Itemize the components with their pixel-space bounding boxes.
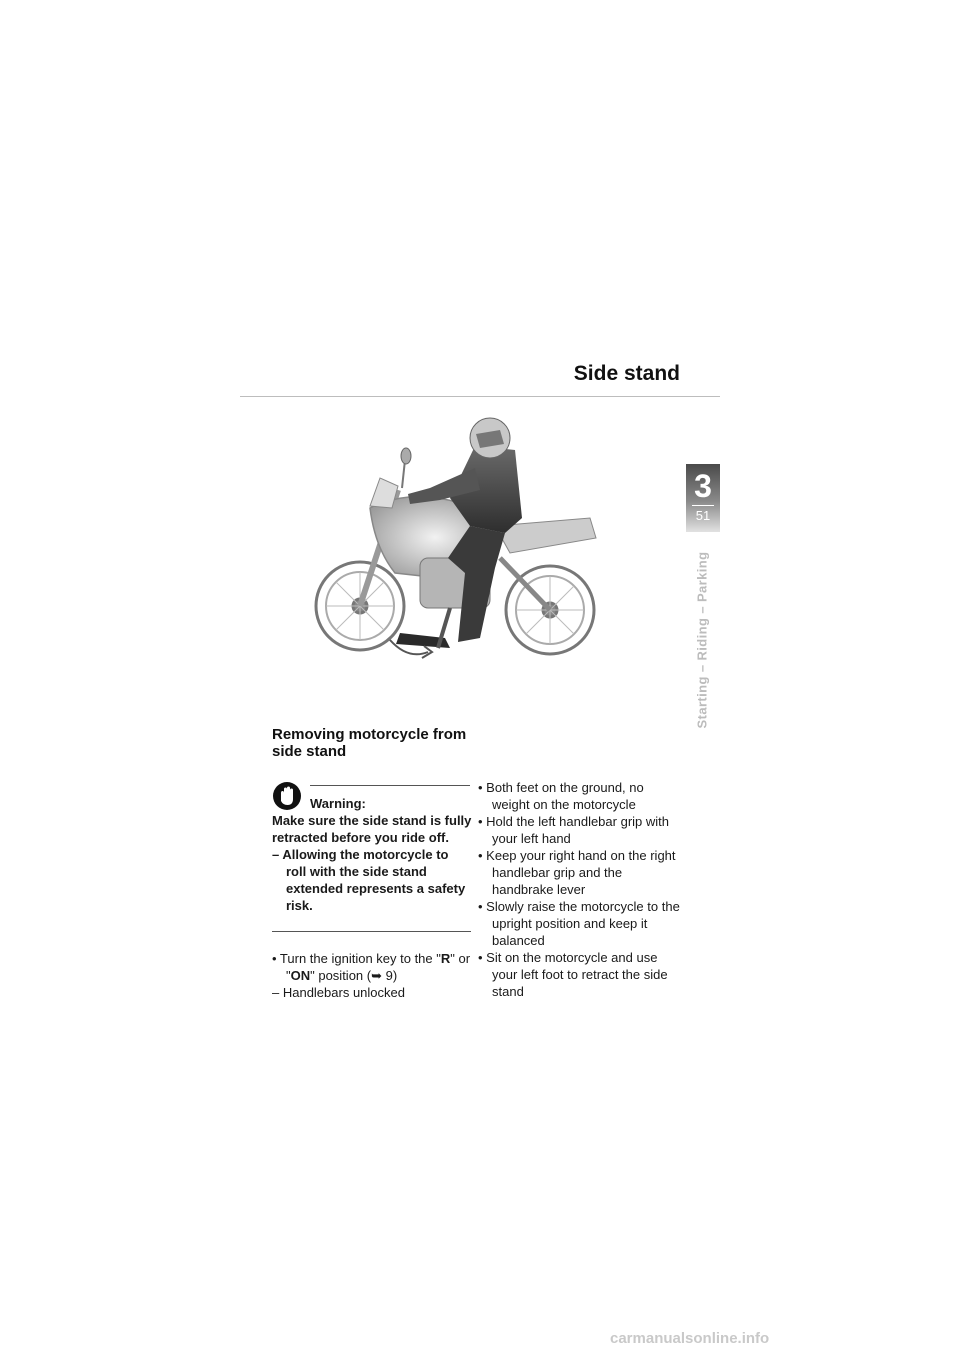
list-item: • Sit on the motorcycle and use your left foot to retract the side stand (478, 950, 668, 999)
warning-text: Make sure the side stand is fully retracted before you ride off. (272, 813, 472, 845)
list-item: • Both feet on the ground, no weight on the motorcycle (478, 780, 644, 812)
page-number: 51 (695, 508, 711, 523)
motorcycle-illustration (300, 408, 620, 670)
warning-top-rule (310, 785, 470, 786)
list-item: • Slowly raise the motorcycle to the upright position and keep it balanced (478, 899, 680, 948)
list-item: • Keep your right hand on the right handlebar grip and the handbrake lever (478, 848, 676, 897)
page-title: Side stand (573, 362, 680, 385)
warning-dash-text: – Allowing the motorcycle to roll with the side stand extended represents a safety risk. (272, 847, 466, 913)
list-item: • Hold the left handlebar grip with your left hand (478, 814, 669, 846)
steps-right-column (478, 779, 683, 1000)
header-rule (240, 396, 720, 397)
chapter-side-label: Starting – Riding – Parking (694, 551, 710, 729)
steps-left-column (272, 950, 472, 1001)
list-item: • Turn the ignition key to the "R" or "ON" position (➥ 9) (272, 951, 471, 983)
section-heading: Removing motorcycle from side stand (272, 726, 467, 760)
list-sub-item: – Handlebars unlocked (272, 985, 405, 1000)
warning-body (272, 812, 472, 914)
warning-title: Warning: (310, 796, 366, 811)
warning-bottom-rule (272, 931, 471, 932)
key-on: ON (290, 968, 311, 983)
chapter-divider (692, 505, 714, 506)
chapter-number: 3 (694, 468, 712, 504)
key-r: R (440, 951, 451, 966)
stop-hand-icon (272, 781, 302, 811)
watermark: carmanualsonline.info (610, 1330, 770, 1347)
